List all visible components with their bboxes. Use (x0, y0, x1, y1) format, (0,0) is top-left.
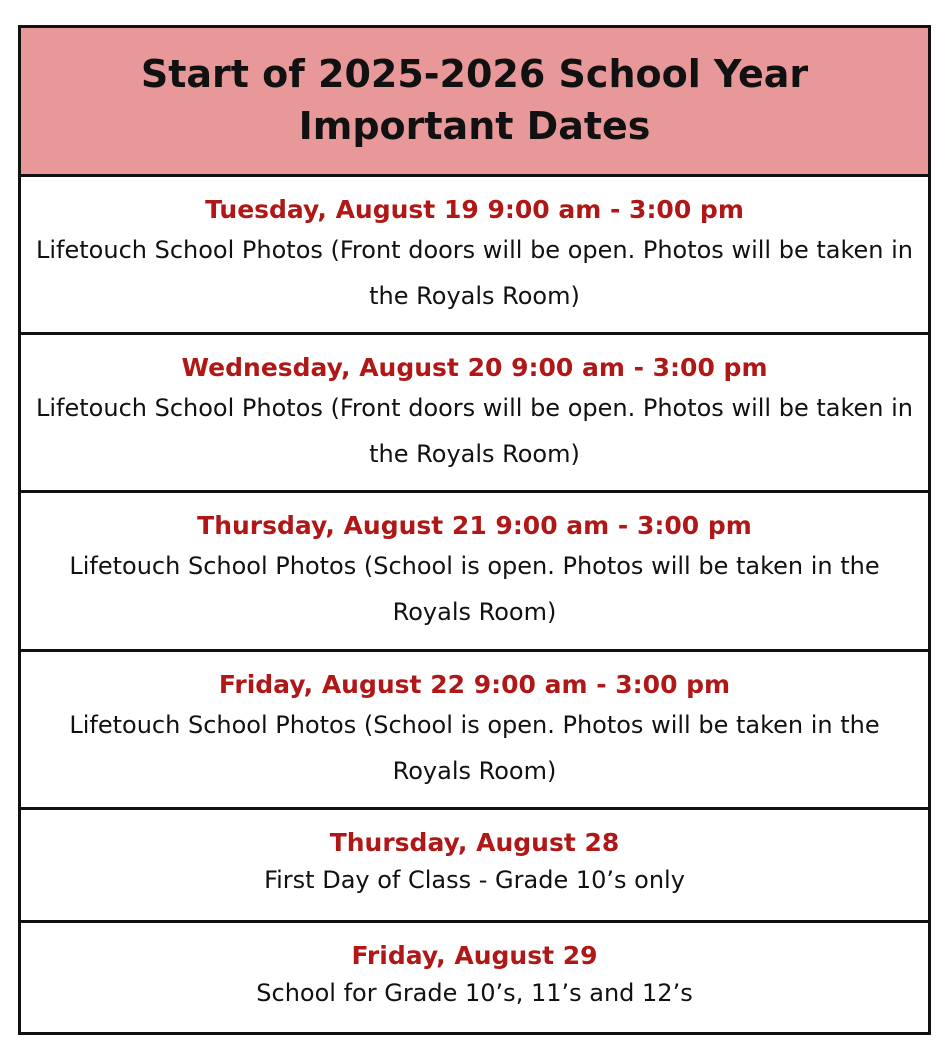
title-line-1: Start of 2025-2026 School Year (140, 52, 809, 96)
event-row-aug-19 (21, 177, 928, 335)
table-header (21, 28, 928, 177)
event-date: Tuesday, August 19 9:00 am - 3:00 pm (205, 195, 744, 224)
event-description: Lifetouch School Photos (School is open. Photos will be taken in the Royals Room) (69, 552, 880, 626)
event-date: Thursday, August 21 9:00 am - 3:00 pm (197, 511, 752, 540)
event-row-aug-22 (21, 652, 928, 810)
event-date: Friday, August 22 9:00 am - 3:00 pm (218, 670, 731, 699)
event-date: Wednesday, August 20 9:00 am - 3:00 pm (181, 353, 768, 382)
event-description: First Day of Class - Grade 10’s only (264, 866, 685, 894)
event-row-aug-21 (21, 493, 928, 652)
event-description: Lifetouch School Photos (School is open. Photos will be taken in the Royals Room) (69, 711, 880, 785)
important-dates-table (18, 25, 931, 1035)
event-description: Lifetouch School Photos (Front doors will be open. Photos will be taken in the Royals Room) (36, 394, 913, 468)
event-description: Lifetouch School Photos (Front doors will be open. Photos will be taken in the Royals Room) (36, 236, 913, 310)
event-date: Friday, August 29 (351, 941, 598, 970)
event-date: Thursday, August 28 (329, 828, 620, 857)
event-description: School for Grade 10’s, 11’s and 12’s (256, 979, 693, 1007)
event-row-aug-20 (21, 335, 928, 493)
title-line-2: Important Dates (298, 104, 651, 148)
event-row-aug-29 (21, 923, 928, 1032)
event-row-aug-28 (21, 810, 928, 923)
